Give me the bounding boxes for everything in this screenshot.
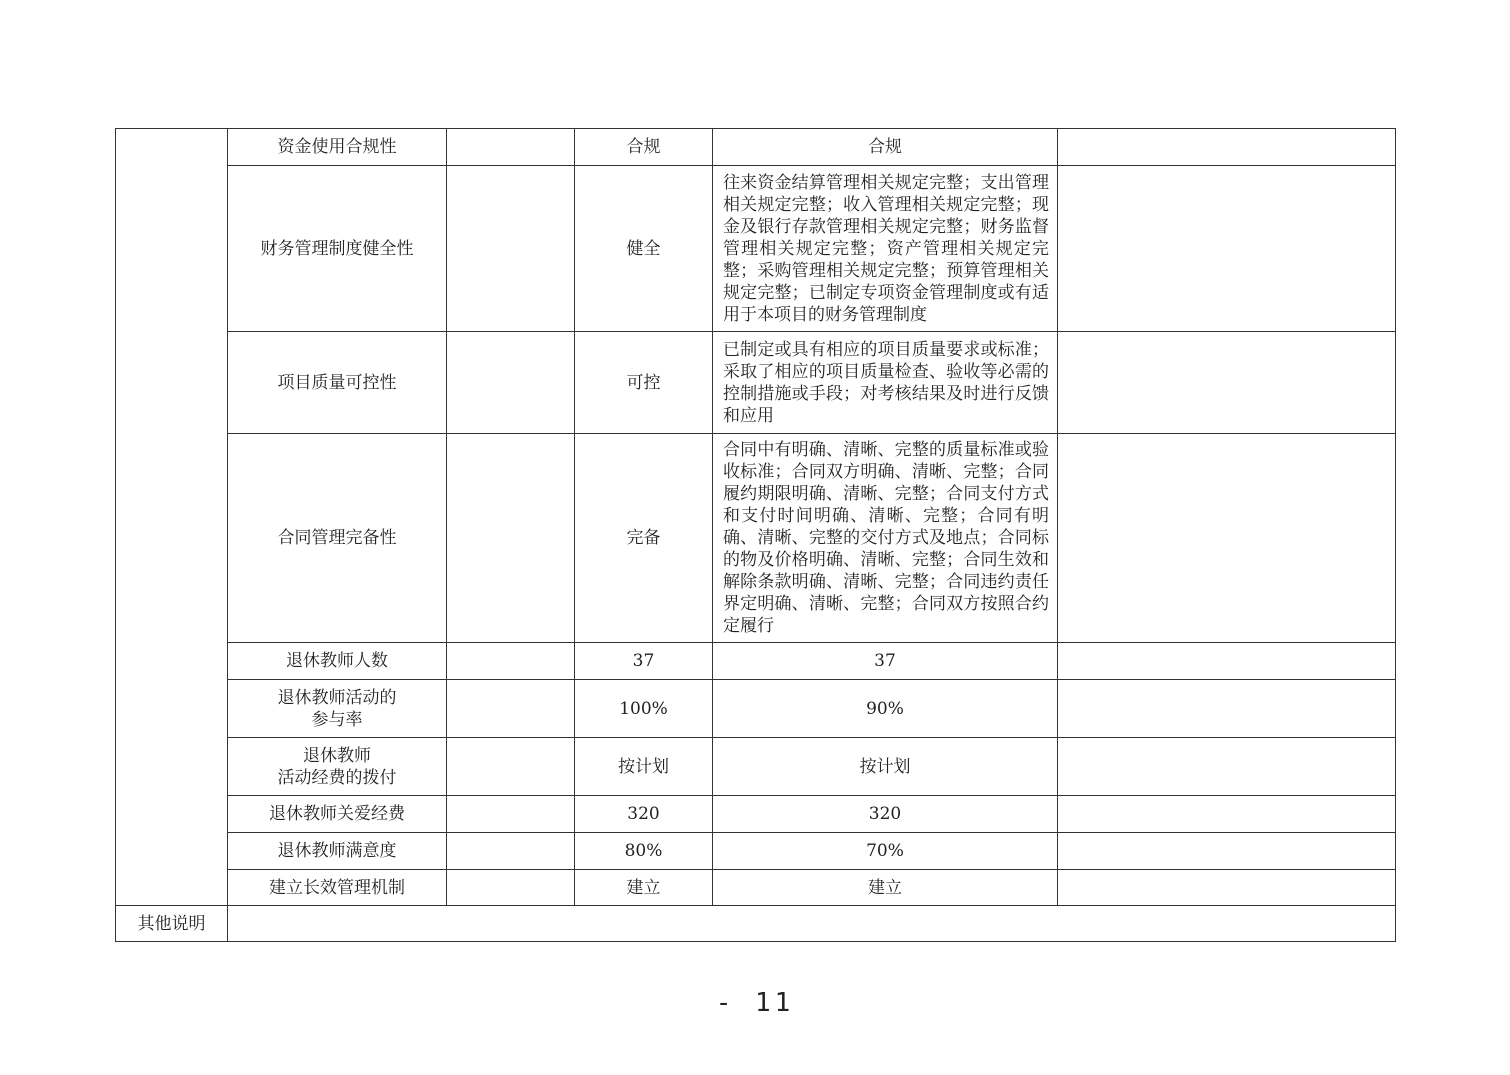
page-number: - 11 [715,988,795,1018]
target-cell: 80% [575,833,713,870]
remark-cell [1058,796,1396,833]
blank-cell [447,643,575,680]
indicator-cell: 合同管理完备性 [228,434,447,643]
indicator-cell: 财务管理制度健全性 [228,166,447,332]
blank-cell [447,332,575,434]
target-cell: 完备 [575,434,713,643]
blank-cell [447,129,575,166]
table-row [116,680,1396,738]
indicator-line: 活动经费的拨付 [277,767,397,788]
indicator-cell: 资金使用合规性 [228,129,447,166]
table-row [116,166,1396,332]
blank-cell [447,738,575,796]
performance-table [115,128,1396,942]
remark-cell [1058,870,1396,906]
table-row [116,870,1396,906]
remark-cell [1058,738,1396,796]
category-cell [116,129,228,906]
blank-cell [447,796,575,833]
indicator-line: 退休教师 [303,745,371,766]
indicator-cell: 项目质量可控性 [228,332,447,434]
actual-cell: 320 [713,796,1058,833]
blank-cell [447,166,575,332]
remark-cell [1058,129,1396,166]
other-notes-value [228,906,1396,942]
target-cell: 37 [575,643,713,680]
table-row [116,738,1396,796]
actual-cell: 37 [713,643,1058,680]
target-cell: 按计划 [575,738,713,796]
indicator-cell: 退休教师人数 [228,643,447,680]
table-row [116,643,1396,680]
indicator-cell [228,680,447,738]
indicator-line: 退休教师活动的 [277,687,397,708]
remark-cell [1058,643,1396,680]
target-cell: 健全 [575,166,713,332]
table-row [116,129,1396,166]
indicator-cell [228,738,447,796]
indicator-cell: 建立长效管理机制 [228,870,447,906]
blank-cell [447,680,575,738]
actual-cell: 按计划 [713,738,1058,796]
target-cell: 100% [575,680,713,738]
actual-cell: 90% [713,680,1058,738]
blank-cell [447,434,575,643]
remark-cell [1058,166,1396,332]
indicator-line: 参与率 [311,709,363,730]
table-row [116,434,1396,643]
actual-cell: 合规 [713,129,1058,166]
remark-cell [1058,332,1396,434]
remark-cell [1058,434,1396,643]
actual-cell: 建立 [713,870,1058,906]
table-row [116,833,1396,870]
target-cell: 建立 [575,870,713,906]
blank-cell [447,870,575,906]
blank-cell [447,833,575,870]
actual-cell: 70% [713,833,1058,870]
remark-cell [1058,680,1396,738]
indicator-cell: 退休教师满意度 [228,833,447,870]
table-row [116,332,1396,434]
target-cell: 320 [575,796,713,833]
indicator-cell: 退休教师关爱经费 [228,796,447,833]
actual-cell: 往来资金结算管理相关规定完整；支出管理相关规定完整；收入管理相关规定完整；现金及银行存款管理相关规定完整；财务监督管理相关规定完整；资产管理相关规定完整；采购管理相关规定完整；预算管理相关规定完整；已制定专项资金管理制度或有适用于本项目的财务管理制度 [713,166,1058,332]
remark-cell [1058,833,1396,870]
target-cell: 可控 [575,332,713,434]
table-row [116,796,1396,833]
actual-cell: 合同中有明确、清晰、完整的质量标准或验收标准；合同双方明确、清晰、完整；合同履约期限明确、清晰、完整；合同支付方式和支付时间明确、清晰、完整；合同有明确、清晰、完整的交付方式及地点；合同标的物及价格明确、清晰、完整；合同生效和解除条款明确、清晰、完整；合同违约责任界定明确、清晰、完整；合同双方按照合约定履行 [713,434,1058,643]
actual-cell: 已制定或具有相应的项目质量要求或标准；采取了相应的项目质量检查、验收等必需的控制措施或手段；对考核结果及时进行反馈和应用 [713,332,1058,434]
other-notes-label: 其他说明 [116,906,228,942]
other-notes-row [116,906,1396,942]
target-cell: 合规 [575,129,713,166]
